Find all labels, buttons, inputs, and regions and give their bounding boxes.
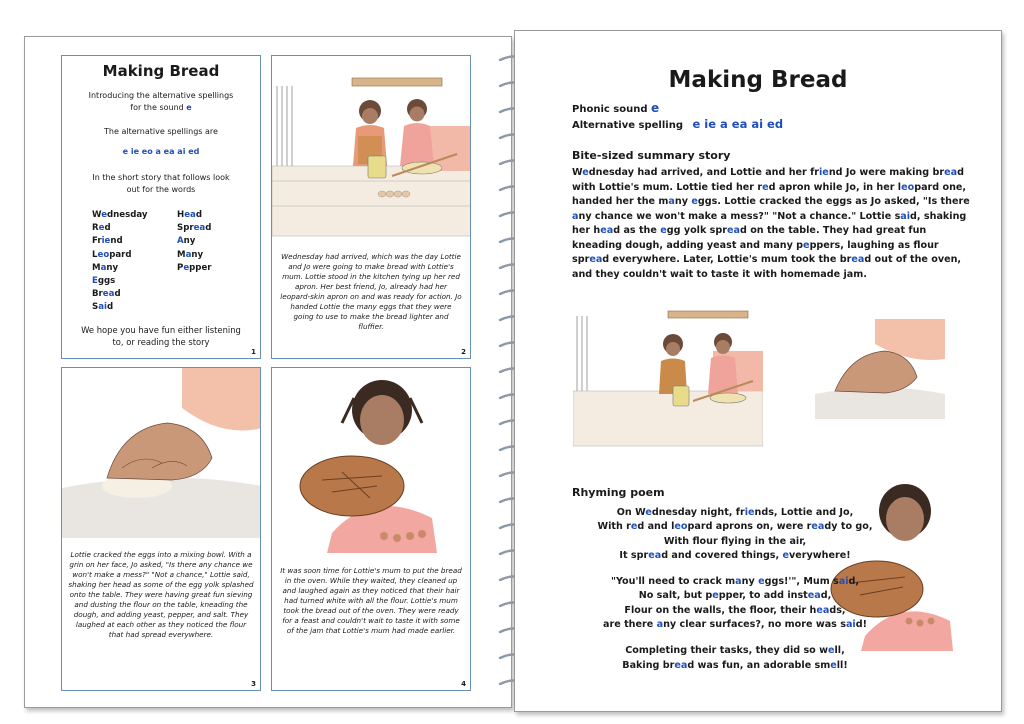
word-list-item: Head bbox=[177, 210, 202, 220]
girl-holding-bread-illustration bbox=[272, 368, 471, 553]
closing-line-2: to, or reading the story bbox=[112, 337, 210, 347]
word-list-item: Eggs bbox=[92, 276, 116, 287]
kitchen-illustration bbox=[272, 56, 471, 246]
page-number: 1 bbox=[251, 348, 256, 356]
word-list-item: Red bbox=[92, 223, 111, 234]
story-line-1: In the short story that follows look bbox=[92, 173, 230, 182]
panel-finished-bread bbox=[271, 367, 471, 691]
notebook bbox=[24, 30, 1002, 712]
alt-spelling-value: e ie a ea ai ed bbox=[692, 117, 784, 131]
panel-kitchen bbox=[271, 55, 471, 359]
phonic-sound-row bbox=[572, 101, 659, 115]
panel-kneading bbox=[61, 367, 261, 691]
word-list-col-2 bbox=[177, 209, 212, 275]
page-title: Making Bread bbox=[668, 67, 848, 93]
panel-4-text: It was soon time for Lottie's mum to put the bread in the oven. While they waited, they cleaned up and laughed again as they noticed that their hair had turned white with all the flour. Lottie's mum took the bread out of the oven. They were ready for a feast and couldn't wait to taste it with some of the jam that Lottie's mum had made earlier. bbox=[280, 566, 462, 635]
sound-value: e bbox=[186, 103, 192, 112]
panel-intro bbox=[61, 55, 261, 359]
rhyming-poem: On Wednesday night, friends, Lottie and Jo, With red and leopard aprons on, were ready to go, With flour flying in the air, It spread and covered things, everywhere! "You'll need to crack many eggs!'", Mum said, No salt, but pepper, to add instead, Flour on the walls, the floor, their heads, are there any clear surfaces?, no more was said! Completing their tasks, they did so well, Baking bread was fun, an adorable smell! bbox=[597, 507, 873, 671]
left-page bbox=[24, 36, 512, 708]
alt-spelling-row bbox=[572, 117, 783, 131]
phonic-value: e bbox=[650, 101, 660, 115]
alt-list: e ie eo a ea ai ed bbox=[122, 147, 200, 156]
word-list-col-1 bbox=[92, 209, 148, 315]
word-list-item: Any bbox=[177, 236, 196, 247]
page-number: 4 bbox=[461, 680, 466, 688]
word-list-item: Spread bbox=[177, 223, 212, 234]
alt-label: The alternative spellings are bbox=[104, 127, 218, 136]
page-number: 3 bbox=[251, 680, 256, 688]
word-list-item: Said bbox=[92, 302, 114, 313]
panel-title: Making Bread bbox=[102, 62, 220, 80]
closing-line-1: We hope you have fun either listening bbox=[81, 325, 241, 335]
panel-3-text: Lottie cracked the eggs into a mixing bowl. With a grin on her face, Jo asked, "Is there any chance we won't make a mess?" "Not a chance," Lottie said, shaking her head as some of the egg yolk splashed onto the table. They were having great fun sieving and dusting the flour on the table, kneading the dough, and adding yeast, pepper, and salt. They laughed at each other as they noticed the flour that had spread everywhere. bbox=[68, 550, 254, 639]
word-list-item: Pepper bbox=[177, 262, 212, 273]
word-list-item: Many bbox=[177, 249, 204, 260]
word-list-item: Many bbox=[92, 262, 119, 273]
alt-spelling-label: Alternative spelling bbox=[572, 120, 683, 131]
word-list-item: Leopard bbox=[92, 249, 132, 260]
word-list-item: Wednesday bbox=[92, 210, 148, 220]
kneading-illustration-small bbox=[815, 319, 945, 419]
kneading-illustration bbox=[62, 368, 261, 538]
word-list-item: Friend bbox=[92, 236, 123, 247]
intro-prefix: for the sound bbox=[130, 103, 184, 112]
word-list-item: Bread bbox=[92, 289, 121, 300]
intro-line-2 bbox=[68, 102, 254, 114]
poem-heading: Rhyming poem bbox=[572, 486, 665, 499]
page-number: 2 bbox=[461, 348, 466, 356]
phonic-label: Phonic sound bbox=[572, 104, 648, 115]
kitchen-illustration-small bbox=[573, 306, 763, 451]
panel-2-text: Wednesday had arrived, which was the day Lottie and Jo were going to make bread with Lottie's mum. Lottie stood in the kitchen tying up her red apron. Her best friend, Jo, already had her leopard-skin apron on and was ready for action. Jo handed Lottie the many eggs that they were going to use to make the bread lighter and fluffier. bbox=[280, 252, 462, 331]
summary-heading: Bite-sized summary story bbox=[572, 149, 731, 162]
right-page bbox=[514, 30, 1002, 712]
story-line-2: out for the words bbox=[126, 185, 196, 194]
summary-story: Wednesday had arrived, and Lottie and her friend Jo were making bread with Lottie's mum. Lottie tied her red apron while Jo, in her leopard one, handed her the many eggs. Lottie cracked the eggs as Jo asked, "Is there any chance we won't make a mess?" "Not a chance." Lottie said, shaking her head as the egg yolk spread on the table. They had great fun kneading dough, adding yeast and many peppers, laughing as flour spread everywhere. Later, Lottie's mum took the bread out of the oven, and they couldn't wait to taste it with homemade jam. bbox=[572, 167, 970, 280]
intro-line-1: Introducing the alternative spellings bbox=[88, 91, 234, 100]
